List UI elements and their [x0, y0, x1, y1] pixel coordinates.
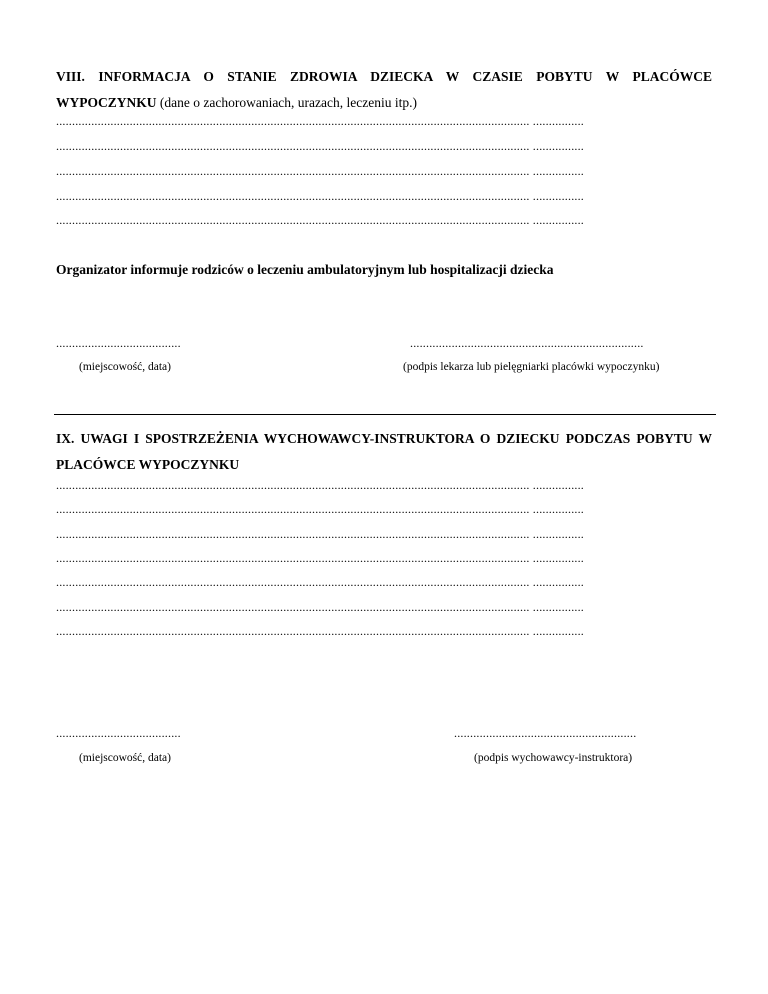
section8-line-1[interactable]: .................................................................................................................................................... ................ [56, 114, 584, 128]
section-divider [54, 414, 716, 415]
section8-line-3[interactable]: .................................................................................................................................................... ................ [56, 164, 584, 178]
section9-line-1[interactable]: .................................................................................................................................................... ................ [56, 478, 584, 492]
section9-signature-caption: (podpis wychowawcy-instruktora) [474, 752, 633, 764]
section9-line-6[interactable]: .................................................................................................................................................... ................ [56, 600, 584, 614]
section9-place-date-caption: (miejscowość, data) [79, 752, 171, 764]
section9-line-3[interactable]: .................................................................................................................................................... ................ [56, 527, 584, 541]
section8-place-date-field[interactable]: ....................................... [56, 336, 181, 350]
section8-line-5[interactable]: .................................................................................................................................................... ................ [56, 213, 584, 227]
section8-title: VIII. INFORMACJA O STANIE ZDROWIA DZIECKA W CZASIE POBYTU W PLACÓWCE WYPOCZYNKU [56, 69, 712, 110]
section9-heading [56, 426, 712, 478]
section9-line-4[interactable]: .................................................................................................................................................... ................ [56, 551, 584, 565]
section9-place-date-field[interactable]: ....................................... [56, 726, 181, 740]
section8-signature-caption: (podpis lekarza lub pielęgniarki placówki wypoczynku) [403, 361, 660, 373]
section8-line-4[interactable]: .................................................................................................................................................... ................ [56, 189, 584, 203]
section8-signature-field[interactable]: ......................................................................... [410, 336, 644, 350]
section8-heading [56, 64, 712, 116]
section8-line-2[interactable]: .................................................................................................................................................... ................ [56, 139, 584, 153]
organizer-note: Organizator informuje rodziców o leczeniu ambulatoryjnym lub hospitalizacji dziecka [56, 262, 554, 277]
section9-title: IX. UWAGI I SPOSTRZEŻENIA WYCHOWAWCY-INSTRUKTORA O DZIECKU PODCZAS POBYTU W PLACÓWCE WYPOCZYNKU [56, 431, 712, 472]
section9-signature-field[interactable]: ......................................................... [454, 726, 637, 740]
section8-subtitle: (dane o zachorowaniach, urazach, leczeniu itp.) [156, 95, 417, 110]
section9-line-7[interactable]: .................................................................................................................................................... ................ [56, 624, 584, 638]
section9-line-5[interactable]: .................................................................................................................................................... ................ [56, 575, 584, 589]
section9-line-2[interactable]: .................................................................................................................................................... ................ [56, 502, 584, 516]
section8-place-date-caption: (miejscowość, data) [79, 361, 171, 373]
